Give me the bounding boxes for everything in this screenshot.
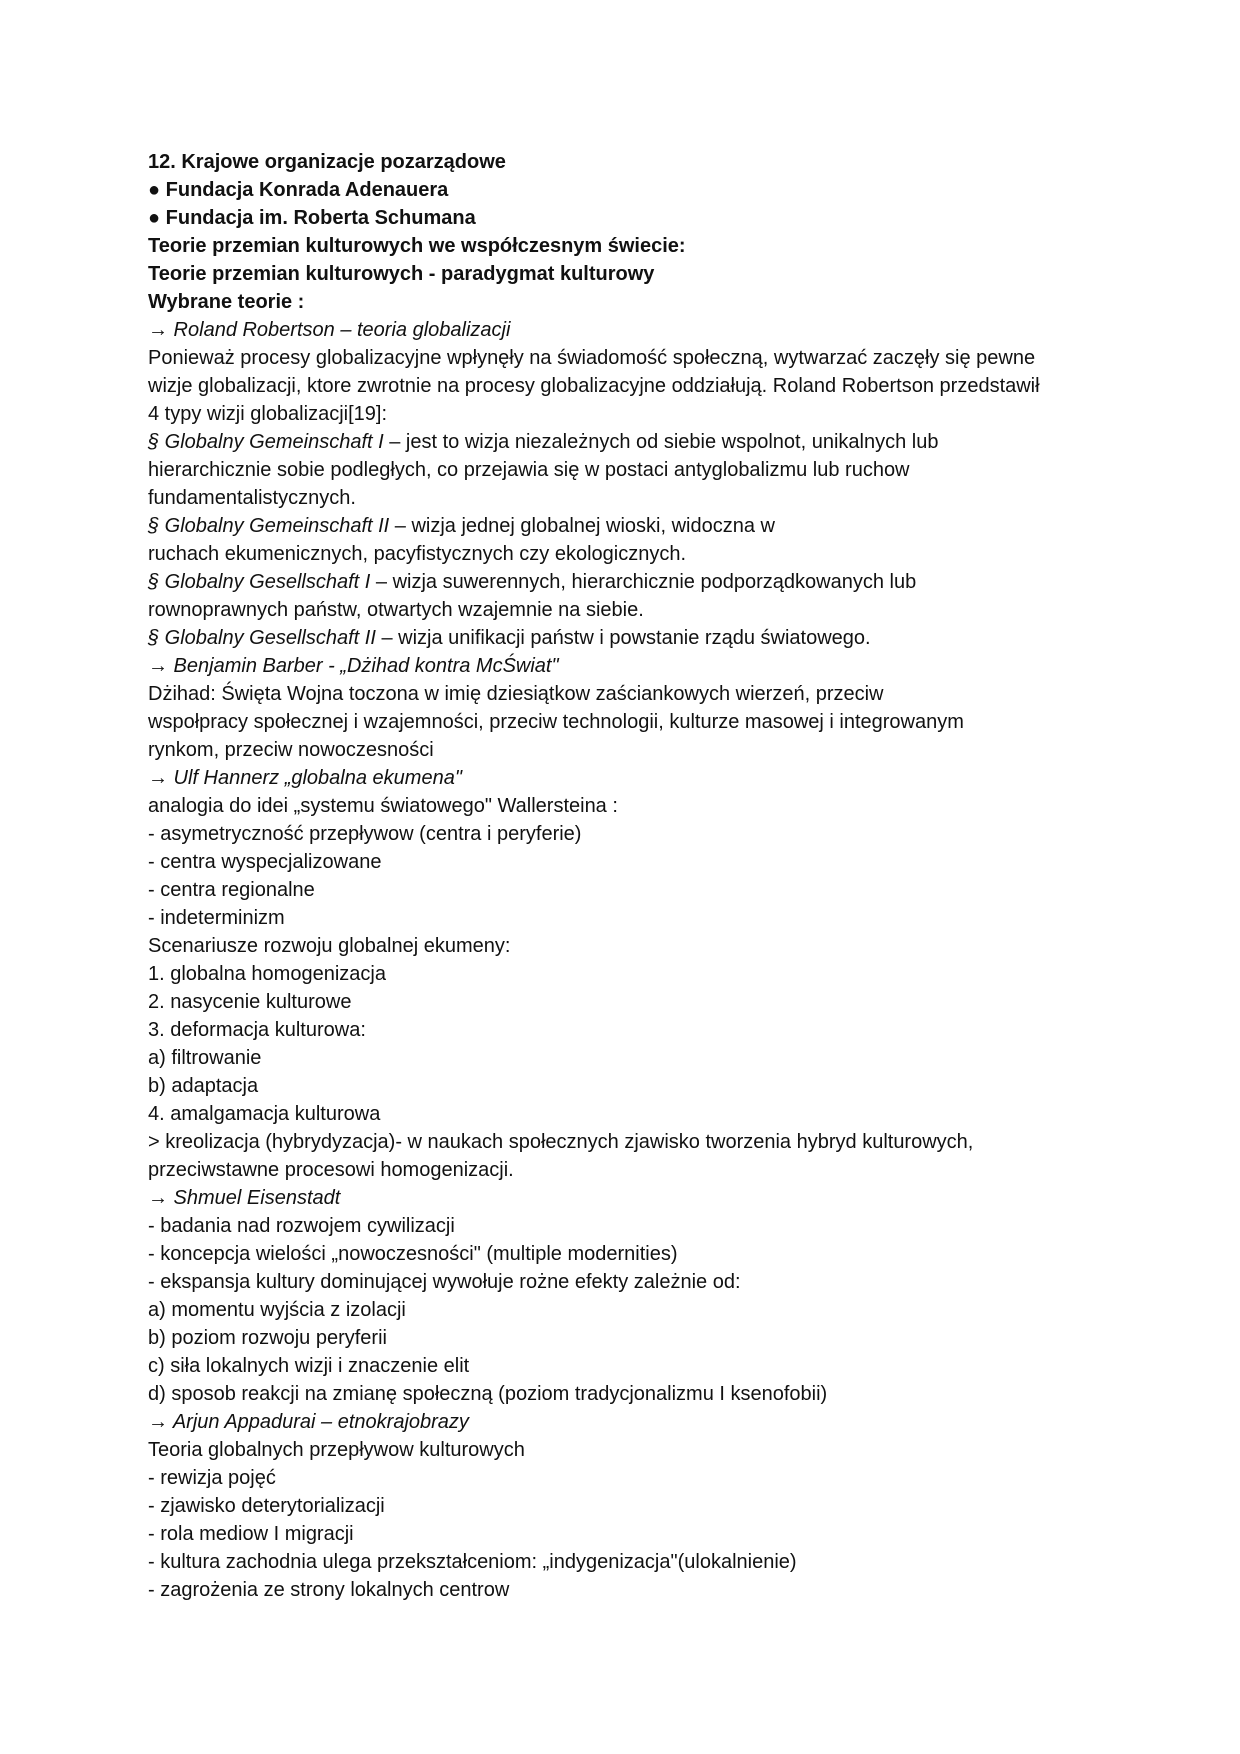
- vision-term: § Globalny Gemeinschaft I: [148, 431, 384, 453]
- list-item: 2. nasycenie kulturowe: [148, 991, 352, 1013]
- vision-text: – wizja unifikacji państw i powstanie rządu światowego.: [375, 627, 871, 649]
- list-item: 1. globalna homogenizacja: [148, 963, 386, 985]
- paragraph-line: Dżihad: Święta Wojna toczona w imię dziesiątkow zaściankowych wierzeń, przeciw: [148, 683, 884, 705]
- section-title: 12. Krajowe organizacje pozarządowe: [148, 151, 506, 173]
- list-item: c) siła lokalnych wizji i znaczenie elit: [148, 1355, 470, 1377]
- vision-item: [148, 624, 1108, 652]
- theories-title: Teorie przemian kulturowych we współczesnym świecie:: [148, 235, 686, 257]
- paragraph-line: wspołpracy społecznej i wzajemności, przeciw technologii, kulturze masowej i integrowanym: [148, 711, 964, 733]
- list-item: - koncepcja wielości „nowoczesności" (multiple modernities): [148, 1243, 678, 1265]
- paragraph-line: rownoprawnych państw, otwartych wzajemnie na siebie.: [148, 599, 644, 621]
- list-item: 3. deformacja kulturowa:: [148, 1019, 366, 1041]
- bullet-item: ● Fundacja Konrada Adenauera: [148, 179, 449, 201]
- paragraph-line: hierarchicznie sobie podległych, co przejawia się w postaci antyglobalizmu lub ruchow: [148, 459, 910, 481]
- vision-term: § Globalny Gesellschaft II: [148, 627, 376, 649]
- hannerz-heading: → Ulf Hannerz „globalna ekumena": [148, 767, 462, 789]
- document-page: [148, 148, 1108, 1604]
- appadurai-heading: → Arjun Appadurai – etnokrajobrazy: [148, 1411, 469, 1433]
- list-item: - centra wyspecjalizowane: [148, 851, 382, 873]
- paragraph-line: Teoria globalnych przepływow kulturowych: [148, 1439, 525, 1461]
- paragraph-line: ruchach ekumenicznych, pacyfistycznych czy ekologicznych.: [148, 543, 687, 565]
- list-item: b) poziom rozwoju peryferii: [148, 1327, 387, 1349]
- paragraph-line: przeciwstawne procesowi homogenizacji.: [148, 1159, 514, 1181]
- list-item: - rola mediow I migracji: [148, 1523, 354, 1545]
- list-item: - rewizja pojęć: [148, 1467, 276, 1489]
- paragraph-line: analogia do idei „systemu światowego" Wallersteina :: [148, 795, 618, 817]
- vision-item: [148, 428, 1108, 456]
- list-item: 4. amalgamacja kulturowa: [148, 1103, 381, 1125]
- list-item: d) sposob reakcji na zmianę społeczną (poziom tradycjonalizmu I ksenofobii): [148, 1383, 828, 1405]
- list-item: - zjawisko deterytorializacji: [148, 1495, 385, 1517]
- list-item: a) filtrowanie: [148, 1047, 262, 1069]
- eisenstadt-heading: → Shmuel Eisenstadt: [148, 1187, 341, 1209]
- list-item: - zagrożenia ze strony lokalnych centrow: [148, 1579, 510, 1601]
- list-item: - indeterminizm: [148, 907, 285, 929]
- list-item: - badania nad rozwojem cywilizacji: [148, 1215, 455, 1237]
- paragraph-line: wizje globalizacji, ktore zwrotnie na procesy globalizacyjne oddziałują. Roland Robertson przedstawił: [148, 375, 1040, 397]
- vision-item: [148, 512, 1108, 540]
- robertson-heading: → Roland Robertson – teoria globalizacji: [148, 319, 511, 341]
- vision-text: – wizja jednej globalnej wioski, widoczna w: [389, 515, 775, 537]
- list-item: - kultura zachodnia ulega przekształceniom: „indygenizacja"(ulokalnienie): [148, 1551, 797, 1573]
- vision-text: – jest to wizja niezależnych od siebie wspolnot, unikalnych lub: [383, 431, 939, 453]
- list-item: b) adaptacja: [148, 1075, 259, 1097]
- barber-heading: → Benjamin Barber - „Dżihad kontra McŚwiat": [148, 655, 559, 677]
- list-item: a) momentu wyjścia z izolacji: [148, 1299, 406, 1321]
- theories-subtitle: Teorie przemian kulturowych - paradygmat kulturowy: [148, 263, 655, 285]
- paragraph-line: Scenariusze rozwoju globalnej ekumeny:: [148, 935, 511, 957]
- list-item: - centra regionalne: [148, 879, 315, 901]
- bullet-item: ● Fundacja im. Roberta Schumana: [148, 207, 476, 229]
- paragraph-line: fundamentalistycznych.: [148, 487, 356, 509]
- vision-term: § Globalny Gemeinschaft II: [148, 515, 390, 537]
- vision-item: [148, 568, 1108, 596]
- paragraph-line: > kreolizacja (hybrydyzacja)- w naukach społecznych zjawisko tworzenia hybryd kulturowych,: [148, 1131, 974, 1153]
- selected-theories-heading: Wybrane teorie :: [148, 291, 305, 313]
- paragraph-line: Ponieważ procesy globalizacyjne wpłynęły na świadomość społeczną, wytwarzać zaczęły się pewne: [148, 347, 1036, 369]
- paragraph-line: 4 typy wizji globalizacji[19]:: [148, 403, 387, 425]
- vision-text: – wizja suwerennych, hierarchicznie podporządkowanych lub: [370, 571, 917, 593]
- paragraph-line: rynkom, przeciw nowoczesności: [148, 739, 434, 761]
- list-item: - asymetryczność przepływow (centra i peryferie): [148, 823, 582, 845]
- vision-term: § Globalny Gesellschaft I: [148, 571, 371, 593]
- list-item: - ekspansja kultury dominującej wywołuje rożne efekty zależnie od:: [148, 1271, 741, 1293]
